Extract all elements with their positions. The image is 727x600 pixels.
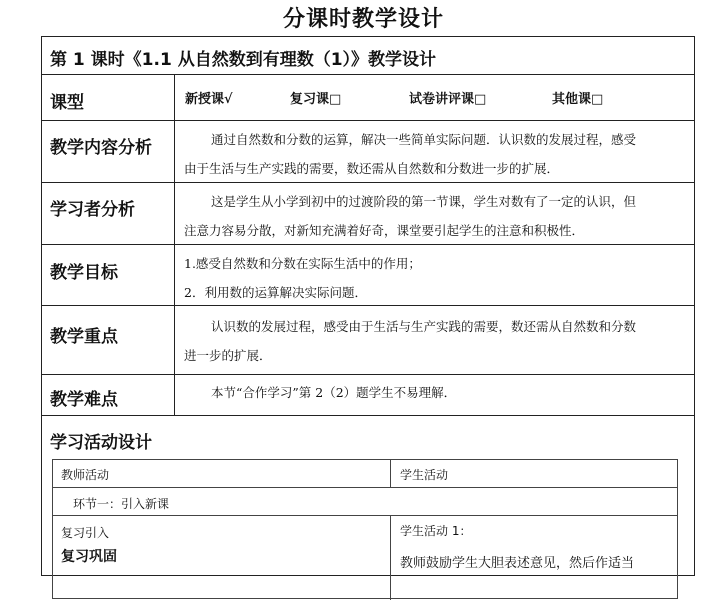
lesson-header: 第 1 课时《1.1 从自然数到有理数（1）》教学设计 <box>50 50 437 70</box>
column-divider <box>390 515 391 600</box>
course-type-option-other: 其他课□ <box>552 92 604 107</box>
row-divider <box>53 515 677 516</box>
teaching-goals-label: 教学目标 <box>50 263 118 283</box>
row-divider <box>42 120 694 121</box>
lesson-plan-table <box>41 36 695 576</box>
column-divider <box>390 460 391 487</box>
student-cell: 教师鼓励学生大胆表述意见，然后作适当 <box>400 556 635 571</box>
text-line: 本节“合作学习”第 2（2）题学生不易理解． <box>211 385 457 400</box>
student-cell: 学生活动 1： <box>400 524 472 538</box>
activity-section-label: 学习活动设计 <box>50 433 152 453</box>
row-divider <box>42 374 694 375</box>
text-line: 1.感受自然数和分数在实际生活中的作用； <box>184 256 421 271</box>
difficulties-text <box>184 378 689 407</box>
segment-title: 环节一：引入新课 <box>73 497 170 511</box>
key-points-text <box>184 312 689 370</box>
teaching-goals-text <box>184 249 689 307</box>
text-line: 2．利用数的运算解决实际问题． <box>184 285 367 300</box>
text-line: 由于生活与生产实践的需要，数还需从自然数和分数进一步的扩展． <box>184 161 560 176</box>
text-line: 注意力容易分散，对新知充满着好奇，课堂要引起学生的注意和积极性． <box>184 223 585 238</box>
learner-analysis-text <box>184 187 689 245</box>
key-points-label: 教学重点 <box>50 327 118 347</box>
text-line: 这是学生从小学到初中的过渡阶段的第一节课，学生对数有了一定的认识，但 <box>211 194 637 209</box>
course-type-option-test-review: 试卷讲评课□ <box>409 92 487 107</box>
row-divider <box>53 487 677 488</box>
student-activity-header: 学生活动 <box>400 468 449 482</box>
course-type-label: 课型 <box>50 93 84 113</box>
row-divider <box>42 74 694 75</box>
column-divider <box>174 74 175 415</box>
learner-analysis-label: 学习者分析 <box>50 200 135 220</box>
course-type-option-review: 复习课□ <box>290 92 342 107</box>
text-line: 进一步的扩展． <box>184 348 272 363</box>
teacher-cell: 复习引入 <box>61 526 110 540</box>
teacher-activity-header: 教师活动 <box>61 468 110 482</box>
row-divider <box>42 415 694 416</box>
content-analysis-label: 教学内容分析 <box>50 138 152 158</box>
document-title: 分课时教学设计 <box>282 7 444 32</box>
difficulties-label: 教学难点 <box>50 390 118 410</box>
teacher-cell: 复习巩固 <box>61 549 117 565</box>
course-type-option-new: 新授课√ <box>185 92 233 107</box>
activity-table <box>52 459 678 599</box>
text-line: 认识数的发展过程，感受由于生活与生产实践的需要，数还需从自然数和分数 <box>211 319 637 334</box>
content-analysis-text <box>184 125 689 183</box>
text-line: 通过自然数和分数的运算，解决一些简单实际问题．认识数的发展过程，感受 <box>211 132 637 147</box>
